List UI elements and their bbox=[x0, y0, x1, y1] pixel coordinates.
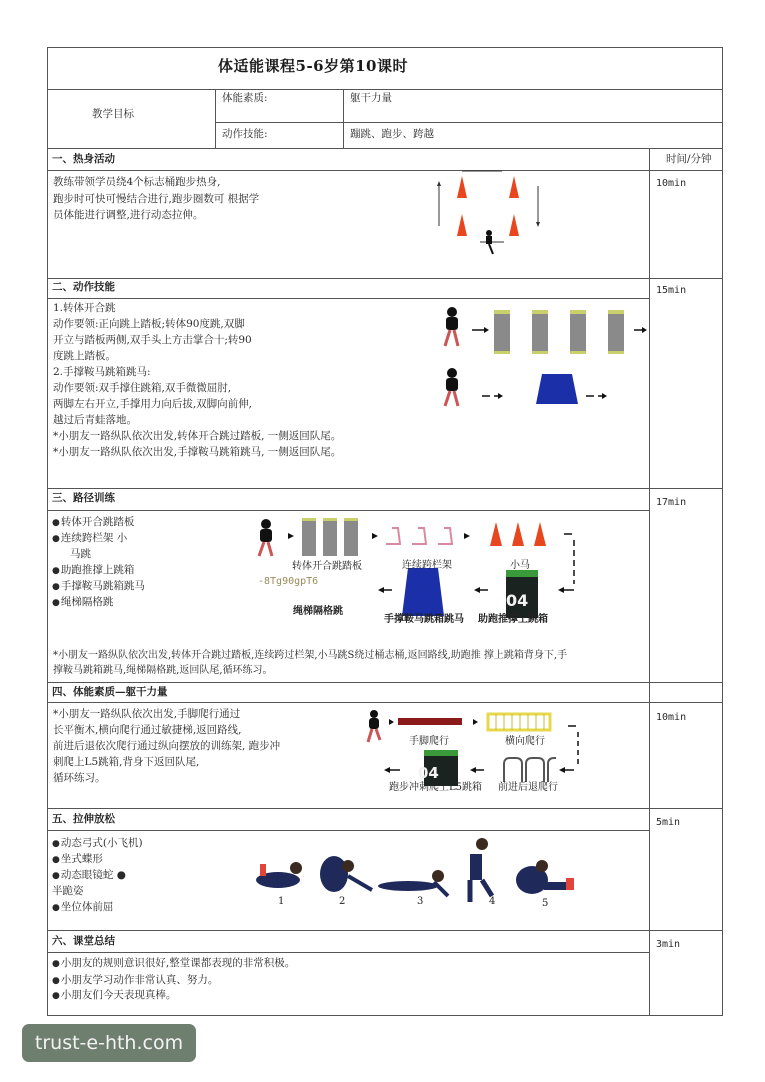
col-line bbox=[343, 89, 344, 148]
skills-diagram bbox=[436, 300, 648, 412]
bullet-item: ● 连续跨栏架 小 bbox=[52, 530, 127, 547]
row-line bbox=[47, 830, 649, 831]
row-line bbox=[47, 702, 723, 703]
section-time: 10min bbox=[656, 178, 687, 189]
bullet-item: ● 动态弓式(小飞机) bbox=[52, 835, 143, 852]
figure-label: 小马 bbox=[510, 560, 530, 571]
figure-label: 跑步冲刺爬上L5跳箱 bbox=[389, 782, 483, 793]
row-line bbox=[215, 122, 723, 123]
stretch-pose-icon bbox=[378, 870, 448, 896]
section-time: 17min bbox=[656, 497, 687, 508]
pose-number: 4 bbox=[489, 896, 496, 907]
cone-icon bbox=[457, 176, 519, 236]
section-heading: 一、热身活动 bbox=[52, 153, 115, 165]
figure-label: 助跑推撑上跳箱 bbox=[478, 614, 548, 625]
row-line bbox=[47, 952, 649, 953]
section-time: 15min bbox=[656, 285, 687, 296]
figure-label: 前进后退爬行 bbox=[498, 782, 558, 793]
row-line bbox=[47, 1015, 723, 1016]
row-line bbox=[47, 47, 723, 48]
section-text-line: *小朋友一路纵队依次出发,手撑鞍马跳箱跳马, 一侧返回队尾。 bbox=[53, 446, 342, 458]
section-text-line: 度跳上踏板。 bbox=[53, 350, 116, 362]
row-line bbox=[47, 278, 723, 279]
section-text-line: 2.手撑鞍马跳箱跳马: bbox=[53, 366, 151, 378]
bullet-item: ● 坐位体前屈 bbox=[52, 899, 113, 916]
section-text-line: 教练带领学员绕4个标志桶跑步热身, bbox=[53, 176, 221, 188]
watermark: trust-e-hth.com bbox=[22, 1024, 196, 1062]
time-column-header: 时间/分钟 bbox=[666, 153, 712, 165]
runner-icon bbox=[259, 519, 272, 556]
section-text-line: *小朋友一路纵队依次出发,转体开合跳过踏板, 一侧返回队尾。 bbox=[53, 430, 342, 442]
section-text-line: 长平衡木,横向爬行通过敏捷梯,返回路线, bbox=[53, 724, 242, 736]
section-text-line: *小朋友一路纵队依次出发,手脚爬行通过 bbox=[53, 708, 241, 720]
bullet-item-continued: 半跪姿 bbox=[52, 885, 84, 897]
section-heading: 四、体能素质—躯干力量 bbox=[52, 686, 168, 698]
section-text-line: 前进后退依次爬行通过纵向摆放的训练架, 跑步冲 bbox=[53, 740, 281, 752]
box-number: 04 bbox=[418, 764, 439, 782]
section-text-line: 动作要领:正向跳上踏板;转体90度跳,双脚 bbox=[53, 318, 245, 330]
figure-label: 手脚爬行 bbox=[409, 736, 449, 747]
section-text-line: 动作要领:双手撑住跳箱,双手微微屈肘, bbox=[53, 382, 232, 394]
runner-icon bbox=[486, 230, 493, 254]
pose-number: 3 bbox=[417, 896, 424, 907]
figure-label: 绳梯隔格跳 bbox=[293, 606, 343, 617]
col-line bbox=[215, 89, 216, 148]
section-text-line: 越过后青蛙落地。 bbox=[53, 414, 137, 426]
objectives-label: 教学目标 bbox=[92, 108, 134, 120]
row-line bbox=[47, 930, 723, 931]
bullet-item-continued: 马跳 bbox=[70, 548, 91, 560]
objective-value: 躯干力量 bbox=[350, 92, 392, 104]
pose-number: 5 bbox=[542, 898, 549, 909]
bullet-item: ● 助跑推撑上跳箱 bbox=[52, 562, 134, 579]
pose-number: 2 bbox=[339, 896, 346, 907]
cone-icon bbox=[490, 522, 546, 546]
bullet-item: ● 坐式蝶形 bbox=[52, 851, 103, 868]
section-text-line: 1.转体开合跳 bbox=[53, 302, 116, 314]
stretch-pose-icon bbox=[320, 856, 372, 892]
section-heading: 六、课堂总结 bbox=[52, 935, 115, 947]
table-border-right bbox=[722, 47, 723, 1016]
vault-box-icon bbox=[402, 568, 444, 616]
objective-key: 动作技能: bbox=[222, 128, 268, 140]
pose-number: 1 bbox=[278, 896, 285, 907]
bullet-item: ● 转体开合跳踏板 bbox=[52, 514, 134, 531]
stretch-pose-icon bbox=[470, 838, 492, 902]
runner-icon bbox=[445, 307, 458, 346]
balance-beam-icon bbox=[398, 718, 462, 725]
bullet-item: ● 动态眼镜蛇 ● bbox=[52, 867, 126, 884]
bullet-item: ● 绳梯隔格跳 bbox=[52, 594, 113, 611]
bullet-item: ● 小朋友们今天表现真棒。 bbox=[52, 987, 176, 1004]
table-border-left bbox=[47, 47, 48, 1016]
section-text-line: 循环练习。 bbox=[53, 772, 106, 784]
figure-code-label: -8Tg90gpT6 bbox=[258, 576, 319, 587]
section-text-line: 开立与踏板两侧,双手头上方击掌合十;转90 bbox=[53, 334, 252, 346]
section-time: 10min bbox=[656, 712, 687, 723]
step-board-icon bbox=[302, 518, 358, 556]
time-col-line bbox=[649, 148, 650, 1016]
row-line bbox=[47, 298, 649, 299]
section-heading: 三、路径训练 bbox=[52, 492, 115, 504]
runner-icon bbox=[368, 710, 380, 742]
warmup-cone-diagram bbox=[432, 168, 544, 266]
section-text-line: 跑步时可快可慢结合进行,跑步圈数可 根据学 bbox=[53, 193, 260, 205]
stretch-pose-icon bbox=[256, 862, 302, 888]
section-text-line: 员体能进行调整,进行动态拉伸。 bbox=[53, 209, 204, 221]
row-line bbox=[47, 808, 723, 809]
box-number: 04 bbox=[506, 591, 529, 610]
stretch-pose-icon bbox=[516, 860, 574, 894]
bullet-item: ● 手撑鞍马跳箱跳马 bbox=[52, 578, 145, 595]
objective-key: 体能素质: bbox=[222, 92, 268, 104]
row-line bbox=[47, 488, 723, 489]
figure-label: 连续跨栏架 bbox=[402, 560, 452, 571]
stretch-poses-figure bbox=[248, 836, 580, 916]
row-line bbox=[47, 148, 723, 149]
section-heading: 五、拉伸放松 bbox=[52, 813, 115, 825]
figure-label: 转体开合跳踏板 bbox=[292, 561, 362, 572]
section-note-line: 撑鞍马跳箱跳马,绳梯隔格跳,返回队尾,循环练习。 bbox=[53, 665, 273, 676]
row-line bbox=[47, 682, 723, 683]
section-text-line: 两脚左右开立,手撑用力向后拔,双脚向前伸, bbox=[53, 398, 253, 410]
bullet-item: ● 小朋友的规则意识很好,整堂课都表现的非常积极。 bbox=[52, 955, 295, 972]
step-board-icon bbox=[494, 310, 624, 354]
agility-ladder-icon bbox=[488, 714, 550, 730]
section-note-line: *小朋友一路纵队依次出发,转体开合跳过踏板,连续跨过栏架,小马跳S绕过桶志桶,返回路线,助跑推 撑上跳箱背身下,手 bbox=[53, 650, 568, 661]
bullet-item: ● 小朋友学习动作非常认真、努力。 bbox=[52, 972, 218, 989]
figure-label: 手撑鞍马跳箱跳马 bbox=[384, 614, 464, 625]
figure-label: 横向爬行 bbox=[505, 736, 545, 747]
runner-icon bbox=[445, 368, 458, 406]
section-heading: 二、动作技能 bbox=[52, 281, 115, 293]
document-title: 体适能课程5-6岁第10课时 bbox=[218, 57, 408, 75]
row-line bbox=[47, 170, 723, 171]
objective-value: 蹦跳、跑步、跨越 bbox=[350, 128, 434, 140]
section-time: 3min bbox=[656, 939, 681, 950]
row-line bbox=[47, 510, 649, 511]
section-time: 5min bbox=[656, 817, 681, 828]
vault-box-icon bbox=[536, 374, 578, 404]
hurdle-icon bbox=[386, 528, 452, 544]
section-text-line: 刺爬上L5跳箱,背身下返回队尾, bbox=[53, 756, 200, 768]
